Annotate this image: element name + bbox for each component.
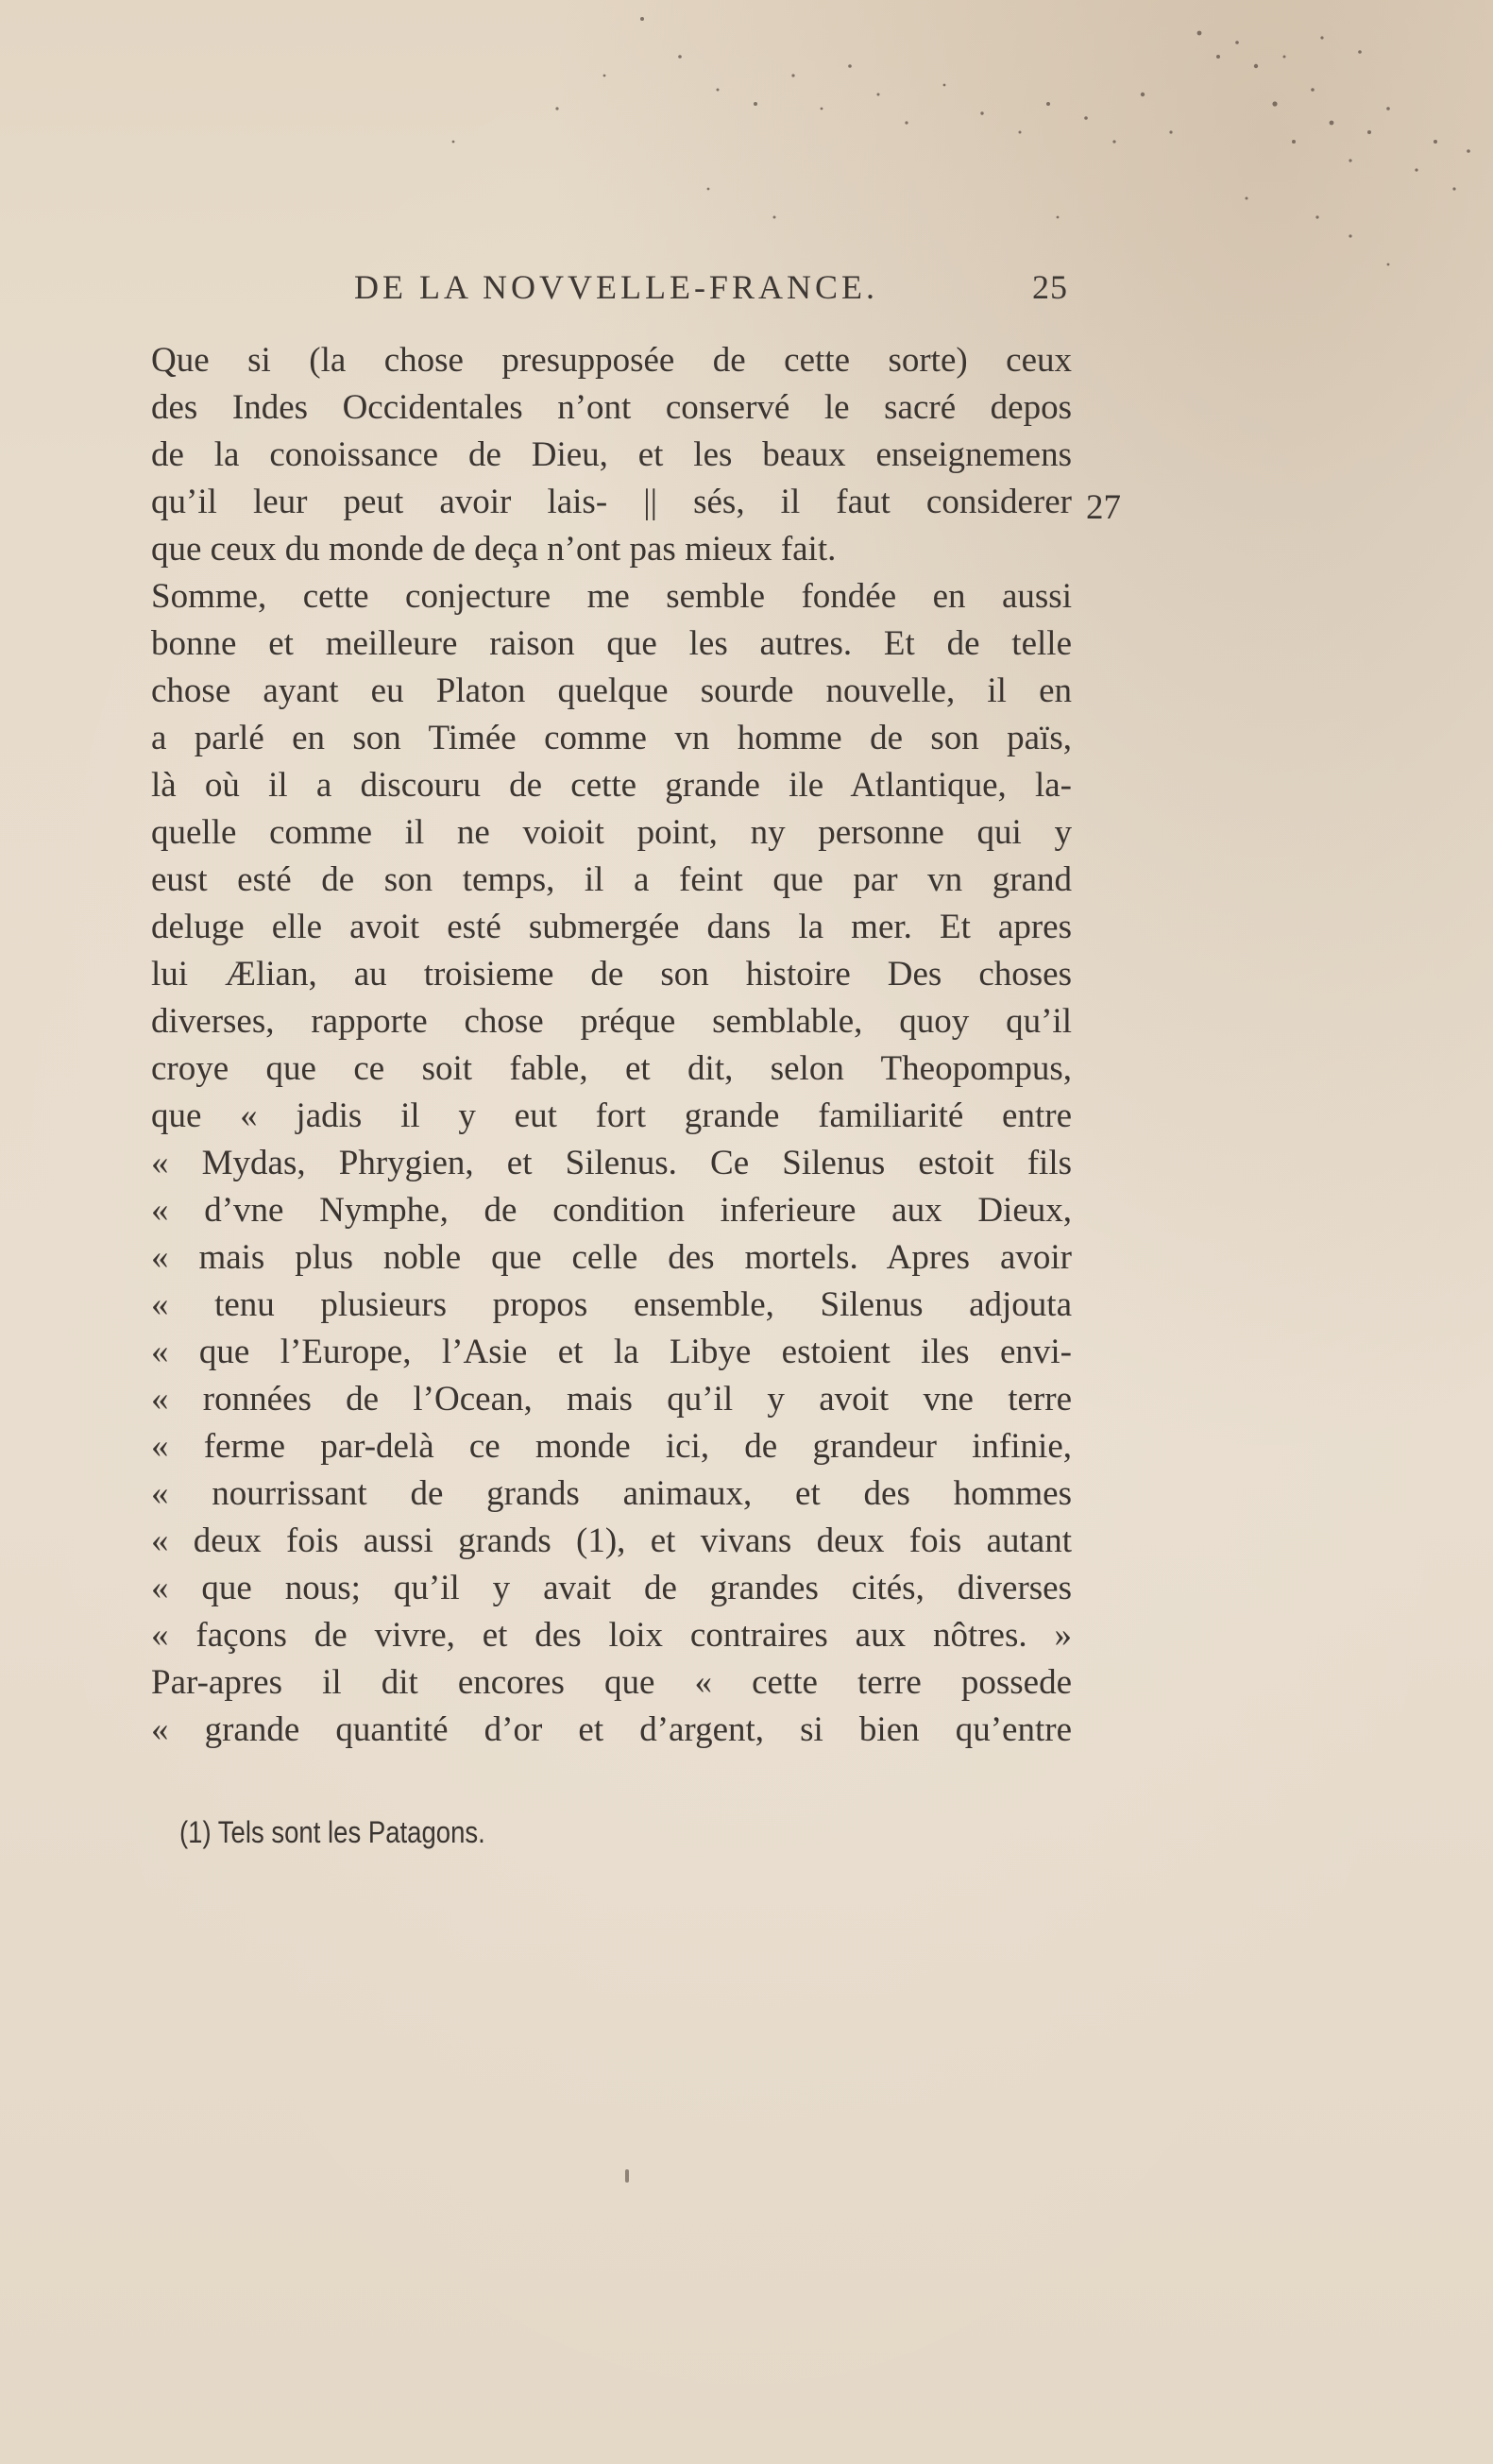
- text-line: diverses, rapporte chose préque semblable, quoy qu’il: [151, 1002, 1072, 1041]
- text-line: « d’vne Nymphe, de condition inferieure aux Dieux,: [151, 1191, 1072, 1230]
- footnote: (1) Tels sont les Patagons.: [179, 1815, 485, 1849]
- text-line: lui Ælian, au troisieme de son histoire Des choses: [151, 955, 1072, 994]
- text-line: qu’il leur peut avoir lais- || sés, il faut considerer: [151, 483, 1072, 521]
- text-line: « ronnées de l’Ocean, mais qu’il y avoit vne terre: [151, 1380, 1072, 1419]
- text-line: « ferme par-delà ce monde ici, de grandeur infinie,: [151, 1427, 1072, 1466]
- ink-speck: [625, 2169, 629, 2183]
- text-line: « que nous; qu’il y avait de grandes cités, diverses: [151, 1569, 1072, 1607]
- text-line: là où il a discouru de cette grande ile Atlantique, la-: [151, 766, 1072, 805]
- text-line: deluge elle avoit esté submergée dans la mer. Et apres: [151, 908, 1072, 946]
- text-line: « nourrissant de grands animaux, et des hommes: [151, 1474, 1072, 1513]
- page-number: 25: [1032, 268, 1068, 306]
- text-line: croye que ce soit fable, et dit, selon Theopompus,: [151, 1049, 1072, 1088]
- text-line: que ceux du monde de deça n’ont pas mieux fait.: [151, 530, 837, 569]
- text-line: eust esté de son temps, il a feint que par vn grand: [151, 860, 1072, 899]
- text-line: de la conoissance de Dieu, et les beaux enseignemens: [151, 435, 1072, 474]
- text-line: « que l’Europe, l’Asie et la Libye estoient iles envi-: [151, 1333, 1072, 1371]
- text-line: chose ayant eu Platon quelque sourde nouvelle, il en: [151, 671, 1072, 710]
- text-line: a parlé en son Timée comme vn homme de son païs,: [151, 719, 1072, 757]
- text-line: quelle comme il ne voioit point, ny personne qui y: [151, 813, 1072, 852]
- text-line: « deux fois aussi grands (1), et vivans deux fois autant: [151, 1521, 1072, 1560]
- text-line: Que si (la chose presupposée de cette sorte) ceux: [151, 341, 1072, 380]
- text-line: « Mydas, Phrygien, et Silenus. Ce Silenus estoit fils: [151, 1144, 1072, 1182]
- text-line: « grande quantité d’or et d’argent, si bien qu’entre: [151, 1710, 1072, 1749]
- text-line: des Indes Occidentales n’ont conservé le sacré depos: [151, 388, 1072, 427]
- margin-page-number: 27: [1086, 488, 1121, 527]
- text-line: bonne et meilleure raison que les autres. Et de telle: [151, 624, 1072, 663]
- text-line: « tenu plusieurs propos ensemble, Silenus adjouta: [151, 1285, 1072, 1324]
- text-line: Somme, cette conjecture me semble fondée en aussi: [151, 577, 1072, 616]
- text-line: « façons de vivre, et des loix contraires aux nôtres. »: [151, 1616, 1072, 1655]
- text-line: « mais plus noble que celle des mortels. Apres avoir: [151, 1238, 1072, 1277]
- text-line: que « jadis il y eut fort grande familiarité entre: [151, 1096, 1072, 1135]
- text-line: Par-apres il dit encores que « cette terre possede: [151, 1663, 1072, 1702]
- foxing-stains: [0, 0, 1493, 302]
- body-text: [151, 337, 1072, 1754]
- running-head: [354, 267, 1072, 314]
- running-head-title: DE LA NOVVELLE-FRANCE.: [354, 268, 878, 306]
